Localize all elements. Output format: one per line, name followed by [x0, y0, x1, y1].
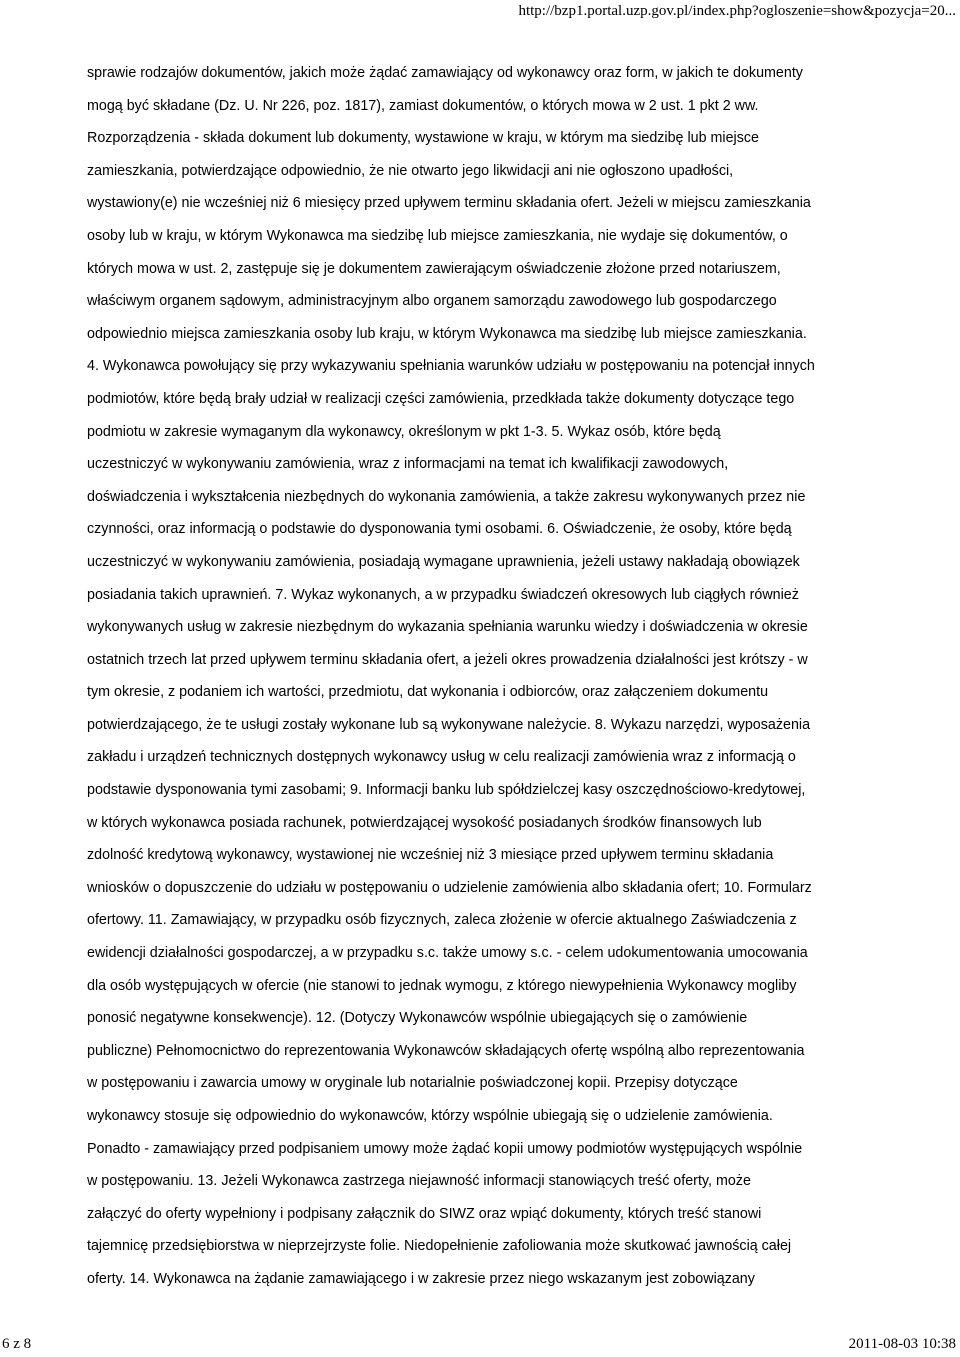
- text-line: załączyć do oferty wypełniony i podpisany załącznik do SIWZ oraz wpiąć dokumenty, których treść stanowi: [87, 1205, 762, 1222]
- text-line: doświadczenia i wykształcenia niezbędnych do wykonania zamówienia, a także zakresu wykonywanych przez nie: [87, 488, 806, 505]
- text-line: Ponadto - zamawiający przed podpisaniem umowy może żądać kopii umowy podmiotów występujących wspólnie: [87, 1140, 803, 1157]
- print-datetime: 2011-08-03 10:38: [848, 1336, 956, 1352]
- text-line: Rozporządzenia - składa dokument lub dokumenty, wystawione w kraju, w którym ma siedzibę lub miejsce: [87, 130, 759, 147]
- text-line: publiczne) Pełnomocnictwo do reprezentowania Wykonawców składających ofertę wspólną albo reprezentowania: [87, 1042, 805, 1059]
- text-line: ofertowy. 11. Zamawiający, w przypadku osób fizycznych, zaleca złożenie w ofercie aktualnego Zaświadczenia z: [87, 912, 797, 929]
- text-line: zakładu i urządzeń technicznych dostępnych wykonawcy usług w celu realizacji zamówienia wraz z informacją o: [87, 749, 796, 766]
- text-line: uczestniczyć w wykonywaniu zamówienia, posiadają wymagane uprawnienia, jeżeli ustawy nakładają obowiązek: [87, 553, 800, 570]
- text-line: potwierdzającego, że te usługi zostały wykonane lub są wykonywane należycie. 8. Wykazu narzędzi, wyposażenia: [87, 716, 811, 733]
- text-line: w postępowaniu. 13. Jeżeli Wykonawca zastrzega niejawność informacji stanowiących treść oferty, może: [87, 1173, 751, 1190]
- text-line: właściwym organem sądowym, administracyjnym albo organem samorządu zawodowego lub gospodarczego: [87, 293, 777, 310]
- text-line: tym okresie, z podaniem ich wartości, przedmiotu, dat wykonania i odbiorców, oraz załączeniem dokumentu: [87, 684, 769, 701]
- text-line: ostatnich trzech lat przed upływem terminu składania ofert, a jeżeli okres prowadzenia działalności jest krótszy - w: [87, 651, 808, 668]
- text-line: posiadania takich uprawnień. 7. Wykaz wykonanych, a w przypadku świadczeń okresowych lub ciągłych również: [87, 586, 799, 603]
- text-line: osoby lub w kraju, w którym Wykonawca ma siedzibę lub miejsce zamieszkania, nie wydaje się dokumentów, o: [87, 227, 788, 244]
- text-line: mogą być składane (Dz. U. Nr 226, poz. 1817), zamiast dokumentów, o których mowa w 2 ust. 1 pkt 2 ww.: [87, 97, 759, 114]
- text-line: dla osób występujących w ofercie (nie stanowi to jednak wymogu, z którego niewypełnienia Wykonawcy mogliby: [87, 977, 797, 994]
- text-line: wykonawcy stosuje się odpowiednio do wykonawców, którzy wspólnie ubiegają się o udzielenie zamówienia.: [87, 1108, 773, 1124]
- page-url-header: http://bzp1.portal.uzp.gov.pl/index.php?ogloszenie=show&pozycja=20...: [518, 3, 956, 19]
- text-line: podmiotu w zakresie wymaganym dla wykonawcy, określonym w pkt 1-3. 5. Wykaz osób, które będą: [87, 423, 721, 440]
- text-line: wniosków o dopuszczenie do udziału w postępowaniu o udzielenie zamówienia albo składania ofert; 10. Formularz: [87, 879, 812, 896]
- document-body: [87, 57, 892, 1296]
- text-line: sprawie rodzajów dokumentów, jakich może żądać zamawiający od wykonawcy oraz form, w jakich te dokumenty: [87, 65, 803, 81]
- text-line: zamieszkania, potwierdzające odpowiednio, że nie otwarto jego likwidacji ani nie ogłoszono upadłości,: [87, 162, 734, 179]
- text-line: tajemnicę przedsiębiorstwa w nieprzejrzyste folie. Niedopełnienie zafoliowania może skutkować jawnością całej: [87, 1238, 792, 1255]
- text-line: wykonywanych usług w zakresie niezbędnym do wykazania spełniania warunku wiedzy i doświadczenia w okresie: [87, 619, 808, 636]
- text-line: ewidencji działalności gospodarczej, a w przypadku s.c. także umowy s.c. - celem udokumentowania umocowania: [87, 945, 808, 962]
- text-line: wystawiony(e) nie wcześniej niż 6 miesięcy przed upływem terminu składania ofert. Jeżeli w miejscu zamieszkania: [87, 195, 811, 212]
- text-line: oferty. 14. Wykonawca na żądanie zamawiającego i w zakresie przez niego wskazanym jest zobowiązany: [87, 1270, 755, 1287]
- text-line: odpowiednio miejsca zamieszkania osoby lub kraju, w którym Wykonawca ma siedzibę lub miejsce zamieszkania.: [87, 325, 807, 342]
- text-line: czynności, oraz informacją o podstawie do dysponowania tymi osobami. 6. Oświadczenie, że osoby, które będą: [87, 521, 792, 538]
- text-line: zdolność kredytową wykonawcy, wystawionej nie wcześniej niż 3 miesiące przed upływem terminu składania: [87, 847, 774, 864]
- text-line: w postępowaniu i zawarcia umowy w oryginale lub notarialnie poświadczonej kopii. Przepisy dotyczące: [87, 1075, 738, 1092]
- text-line: podmiotów, które będą brały udział w realizacji części zamówienia, przedkłada także dokumenty dotyczące tego: [87, 390, 795, 407]
- page-indicator: 6 z 8: [2, 1336, 32, 1352]
- text-line: podstawie dysponowania tymi zasobami; 9. Informacji banku lub spółdzielczej kasy oszczędnościowo-kredytowej,: [87, 782, 806, 799]
- text-line: w których wykonawca posiada rachunek, potwierdzającej wysokość posiadanych środków finansowych lub: [87, 814, 762, 831]
- text-line: uczestniczyć w wykonywaniu zamówienia, wraz z informacjami na temat ich kwalifikacji zawodowych,: [87, 456, 729, 473]
- text-line: ponosić negatywne konsekwencje). 12. (Dotyczy Wykonawców wspólnie ubiegających się o zamówienie: [87, 1010, 748, 1027]
- text-line: których mowa w ust. 2, zastępuje się je dokumentem zawierającym oświadczenie złożone przed notariuszem,: [87, 260, 781, 277]
- text-line: 4. Wykonawca powołujący się przy wykazywaniu spełniania warunków udziału w postępowaniu na potencjał innych: [87, 358, 815, 375]
